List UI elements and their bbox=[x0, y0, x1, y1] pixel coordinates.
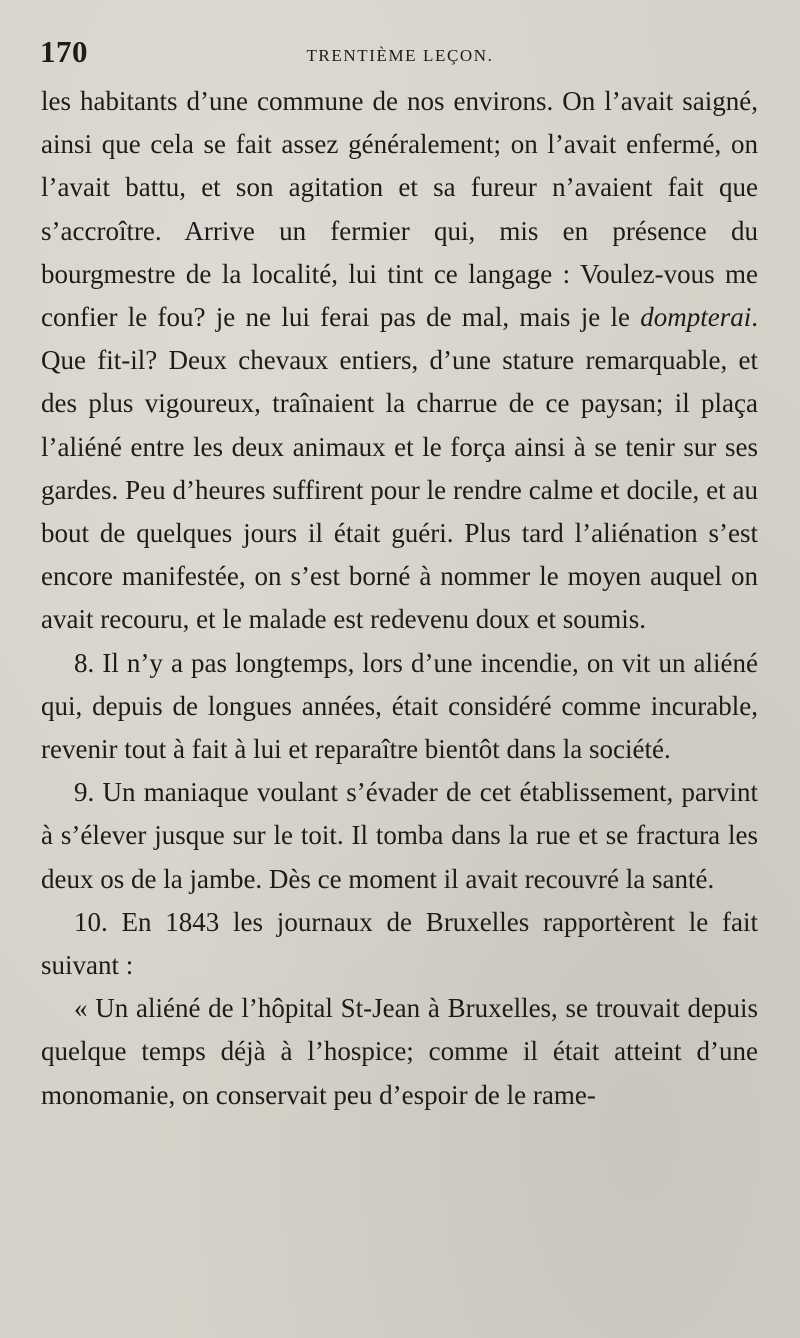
page-number: 170 bbox=[40, 34, 88, 69]
page-header bbox=[40, 34, 760, 74]
paragraph-continuation bbox=[41, 80, 758, 642]
body-text bbox=[41, 80, 758, 1117]
paragraph-text: 8. Il n’y a pas longtemps, lors d’une incendie, on vit un aliéné qui, depuis de longues années, était considéré comme incurable, revenir tout à fait à lui et reparaître bientôt dans la société. bbox=[41, 647, 758, 765]
paragraph-text: « Un aliéné de l’hôpital St-Jean à Bruxelles, se trouvait depuis quelque temps déjà à l’hospice; comme il était atteint d’une monomanie, on conservait peu d’espoir de le rame- bbox=[41, 993, 758, 1110]
italic-word: dompterai bbox=[640, 302, 752, 333]
paragraph-quotation bbox=[41, 987, 758, 1117]
paragraph-item-9 bbox=[41, 771, 758, 901]
paragraph-item-10 bbox=[41, 901, 758, 987]
paragraph-text: 10. En 1843 les journaux de Bruxelles rapportèrent le fait suivant : bbox=[41, 906, 758, 981]
paragraph-text: 9. Un maniaque voulant s’évader de cet établissement, parvint à s’élever jusque sur le toit. Il tomba dans la rue et se fractura les deux os de la jambe. Dès ce moment il avait recouvré la santé. bbox=[41, 777, 758, 894]
text-run: . Que fit-il? Deux chevaux entiers, d’une stature remarquable, et des plus vigoureux, traînaient la charrue de ce paysan; il plaça l’aliéné entre les deux animaux et le força ainsi à se tenir sur ses gardes. Peu d’heures suffirent pour le rendre calme et docile, et au bout de quelques jours il était guéri. Plus tard l’aliénation s’est encore manifestée, on s’est borné à nommer le moyen auquel on avait recouru, et le malade est redevenu doux et soumis. bbox=[41, 302, 758, 635]
paragraph-item-8 bbox=[41, 642, 758, 772]
paragraph-text bbox=[41, 86, 758, 634]
running-head: TRENTIÈME LEÇON. bbox=[306, 46, 494, 65]
text-run: les habitants d’une commune de nos environs. On l’avait saigné, ainsi que cela se fait assez généralement; on l’avait enfermé, on l’avait battu, et son agitation et sa fureur n’avaient fait que s’accroître. Arrive un fermier qui, mis en présence du bourgmestre de la localité, lui tint ce langage : Voulez-vous me confier le fou? je ne lui ferai pas de mal, mais je le bbox=[41, 86, 758, 333]
